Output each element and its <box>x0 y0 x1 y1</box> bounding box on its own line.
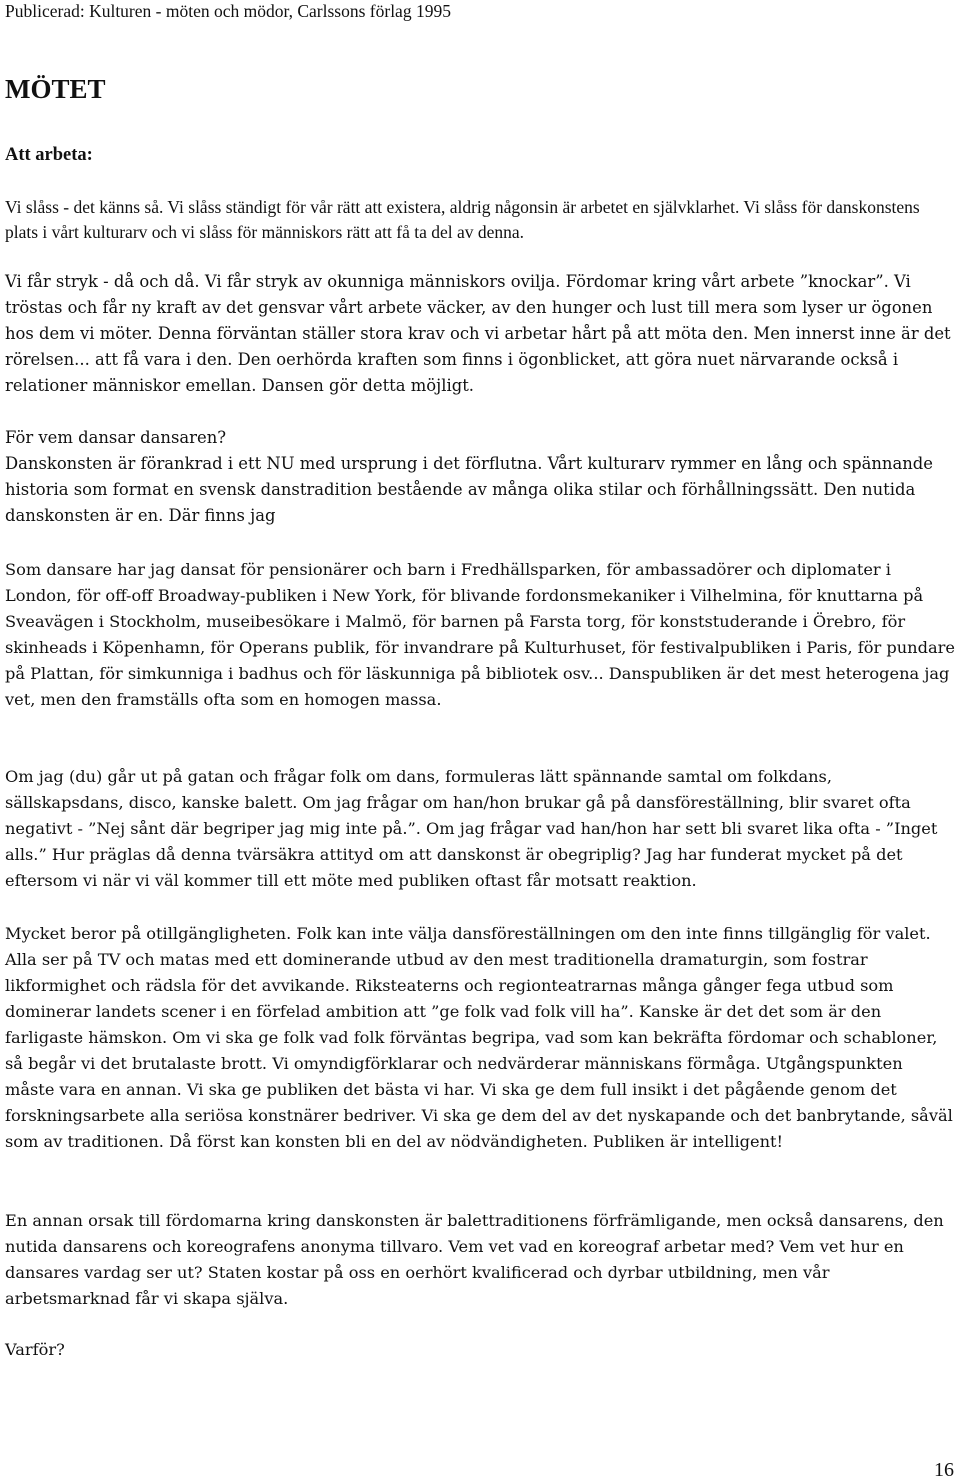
paragraph-4: Danskonsten är förankrad i ett NU med ursprung i det förflutna. Vårt kulturarv rymmer en lång och spännande historia som format en svensk danstradition bestående av många olika stilar och förhållningssätt. Den nutida danskonsten är en. Där finns jag <box>5 454 933 525</box>
paragraph-8: En annan orsak till fördomarna kring danskonsten är balettraditionens förfrämligande, men också dansarens, den nutida dansarens och koreografens anonyma tillvaro. Vem vet vad en koreograf arbetar med? Vem vet hur en dansares vardag ser ut? Staten kostar på oss en oerhört kvalificerad och dyrbar utbildning, men vår arbetsmarknad får vi skapa själva. <box>5 1211 944 1308</box>
paragraph-3: För vem dansar dansaren? <box>5 428 227 447</box>
page-title: MÖTET <box>5 74 106 104</box>
paragraph-7: Mycket beror på otillgängligheten. Folk kan inte välja dansföreställningen om den inte finns tillgänglig för valet. Alla ser på TV och matas med ett dominerande utbud av den mest traditionella dramaturgin, som fostrar likformighet och rädsla för det avvikande. Riksteaterns och regionteatrarnas många gånger fega utbud som dominerar landets scener i en förfelad ambition att ”ge folk vad folk vill ha”. Kanske är det det som är den farligaste hämskon. Om vi ska ge folk vad folk förväntas begripa, vad som kan bekräfta fördomar och schabloner, så begår vi det brutalaste brott. Vi omyndigförklarar och nedvärderar människans förmåga. Utgångspunkten måste vara en annan. Vi ska ge publiken det bästa vi har. Vi ska ge dem full insikt i det pågående genom det forskningsarbete alla seriösa konstnärer bedriver. Vi ska ge dem del av det nyskapande och det banbrytande, såväl som av traditionen. Då först kan konsten bli en del av nödvändigheten. Publiken är intelligent! <box>5 924 953 1151</box>
paragraph-5: Som dansare har jag dansat för pensionärer och barn i Fredhällsparken, för ambassadörer och diplomater i London, för off-off Broadway-publiken i New York, för blivande fordonsmekaniker i Vilhelmina, för knuttarna på Sveavägen i Stockholm, museibesökare i Malmö, för barnen på Farsta torg, för konststuderande i Örebro, för skinheads i Köpenhamn, för Operans publik, för invandrare på Kulturhuset, för festivalpubliken i Paris, för pundare på Plattan, för simkunniga i badhus och för läskunniga på bibliotek osv... Danspubliken är det mest heterogena jag vet, men den framställs ofta som en homogen massa. <box>5 560 955 709</box>
paragraph-6: Om jag (du) går ut på gatan och frågar folk om dans, formuleras lätt spännande samtal om folkdans, sällskapsdans, disco, kanske balett. Om jag frågar om han/hon brukar gå på dansföreställning, blir svaret ofta negativt - ”Nej sånt där begriper jag mig inte på.”. Om jag frågar vad han/hon har sett bli svaret lika ofta - ”Inget alls.” Hur präglas då denna tvärsäkra attityd om att danskonst är obegriplig? Jag har funderat mycket på det eftersom vi när vi väl kommer till ett möte med publiken oftast får motsatt reaktion. <box>5 767 938 890</box>
section-subtitle: Att arbeta: <box>5 145 93 165</box>
publication-note: Publicerad: Kulturen - möten och mödor, Carlssons förlag 1995 <box>5 1 451 21</box>
page-number: 16 <box>934 1459 954 1481</box>
paragraph-9: Varför? <box>5 1340 65 1359</box>
paragraph-2: Vi får stryk - då och då. Vi får stryk av okunniga människors ovilja. Fördomar kring vårt arbete ”knockar”. Vi tröstas och får ny kraft av det gensvar vårt arbete väcker, av den hunger och lust till mera som lyser ur ögonen hos dem vi möter. Denna förväntan ställer stora krav och vi arbetar hårt på att möta den. Men innerst inne är det rörelsen... att få vara i den. Den oerhörda kraften som finns i ögonblicket, att göra nuet närvarande också i relationer människor emellan. Dansen gör detta möjligt. <box>5 272 951 395</box>
paragraph-1: Vi slåss - det känns så. Vi slåss ständigt för vår rätt att existera, aldrig någonsin är arbetet en självklarhet. Vi slåss för danskonstens plats i vårt kulturarv och vi slåss för människors rätt att få ta del av denna. <box>5 197 920 242</box>
